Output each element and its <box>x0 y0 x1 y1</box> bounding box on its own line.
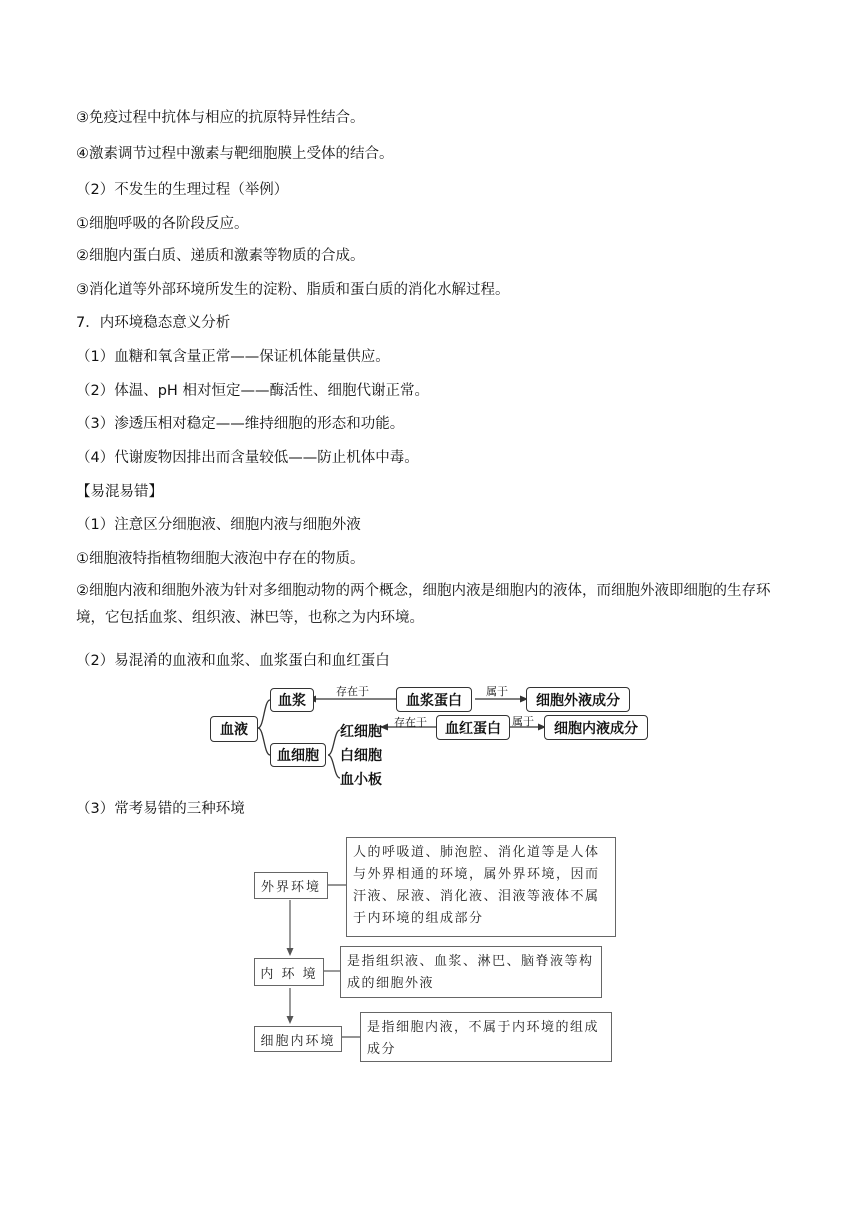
white-cell-label: 白细胞 <box>340 748 382 764</box>
section-heading: （2）易混淆的血液和血浆、血浆蛋白和血红蛋白 <box>76 653 390 669</box>
plasma-box: 血浆 <box>270 688 314 712</box>
icf-component-box: 细胞内液成分 <box>544 715 648 740</box>
section-heading: （2）不发生的生理过程（举例） <box>76 182 289 198</box>
internal-environment-box: 内 环 境 <box>254 958 324 986</box>
intracellular-description: 是指细胞内液，不属于内环境的组成成分 <box>360 1012 612 1062</box>
text-line: ③免疫过程中抗体与相应的抗原特异性结合。 <box>76 110 365 126</box>
blood-cells-box: 血细胞 <box>270 743 326 767</box>
section-heading: 【易混易错】 <box>76 484 163 500</box>
text-paragraph: ②细胞内液和细胞外液为针对多细胞动物的两个概念，细胞内液是细胞内的液体，而细胞外液即细胞的生存环境，它包括血浆、组织液、淋巴等，也称之为内环境。 <box>76 583 771 626</box>
section-heading: （3）常考易错的三种环境 <box>76 801 245 817</box>
blood-box: 血液 <box>210 716 258 742</box>
exists-in-label: 存在于 <box>394 716 427 729</box>
section-heading: （1）注意区分细胞液、细胞内液与细胞外液 <box>76 517 361 533</box>
ecf-component-box: 细胞外液成分 <box>526 687 630 712</box>
hemoglobin-box: 血红蛋白 <box>436 715 510 740</box>
text-line: ③消化道等外部环境所发生的淀粉、脂质和蛋白质的消化水解过程。 <box>76 282 510 298</box>
external-description: 人的呼吸道、肺泡腔、消化道等是人体与外界相通的环境，属外界环境，因而汗液、尿液、消化液、泪液等液体不属于内环境的组成部分 <box>346 837 616 937</box>
plasma-protein-box: 血浆蛋白 <box>396 687 472 712</box>
text-line: ①细胞液特指植物细胞大液泡中存在的物质。 <box>76 551 365 567</box>
exists-in-label: 存在于 <box>336 685 369 698</box>
red-cell-label: 红细胞 <box>340 724 382 740</box>
section-heading: 7．内环境稳态意义分析 <box>76 315 231 331</box>
belongs-to-label: 属于 <box>486 685 508 698</box>
external-environment-box: 外界环境 <box>254 872 328 899</box>
text-line: ④激素调节过程中激素与靶细胞膜上受体的结合。 <box>76 146 394 162</box>
text-line: ①细胞呼吸的各阶段反应。 <box>76 216 249 232</box>
text-line: （1）血糖和氧含量正常——保证机体能量供应。 <box>76 349 390 365</box>
internal-description: 是指组织液、血浆、淋巴、脑脊液等构成的细胞外液 <box>340 946 602 998</box>
text-line: （3）渗透压相对稳定——维持细胞的形态和功能。 <box>76 416 405 432</box>
intracellular-environment-box: 细胞内环境 <box>254 1026 342 1052</box>
platelet-label: 血小板 <box>340 772 382 788</box>
belongs-to-label: 属于 <box>512 715 534 728</box>
text-line: ②细胞内蛋白质、递质和激素等物质的合成。 <box>76 248 365 264</box>
text-line: （2）体温、pH 相对恒定——酶活性、细胞代谢正常。 <box>76 383 429 399</box>
text-line: （4）代谢废物因排出而含量较低——防止机体中毒。 <box>76 450 419 466</box>
